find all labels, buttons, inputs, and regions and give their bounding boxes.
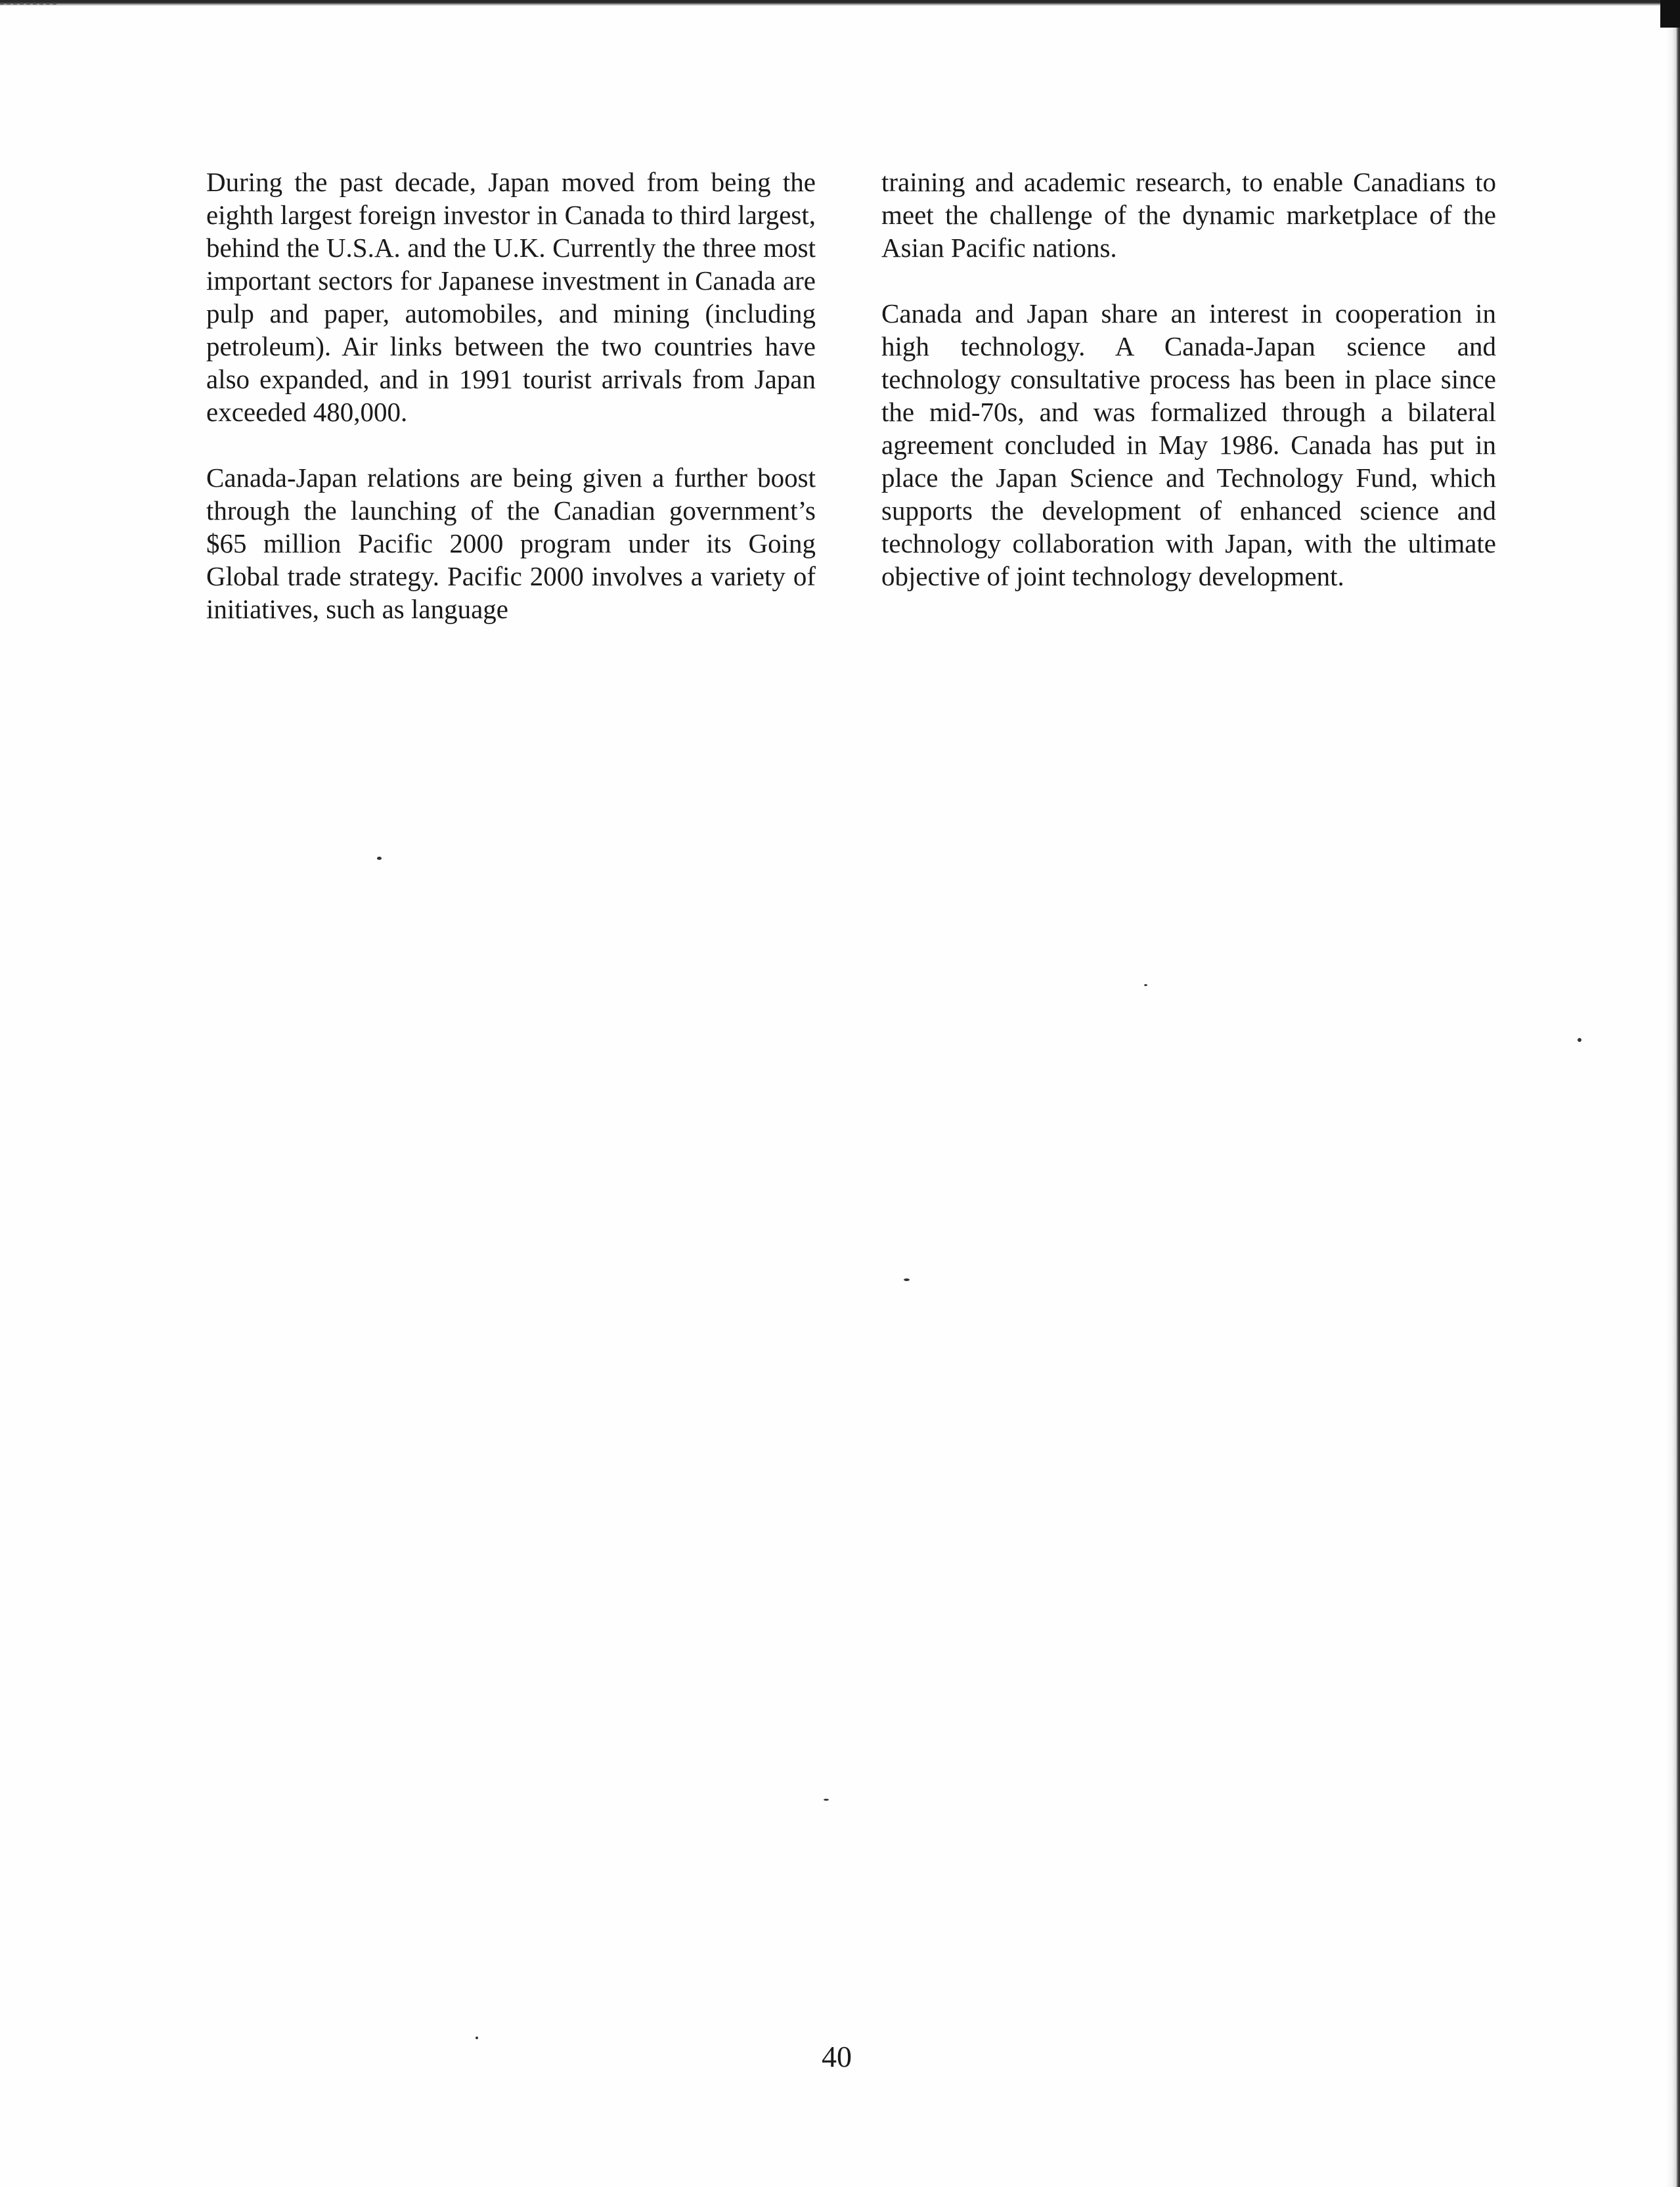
scan-right-edge [1666, 0, 1680, 2187]
scan-speck [1578, 1038, 1581, 1042]
paragraph-japan-investment: During the past decade, Japan moved from being the eighth largest foreign investor in Canada to third largest, behind the U.S.A. and the U.K. Currently the three most important sectors for Japanese investment in Canada are pulp and paper, automobiles, and mining (including petroleum). Air links between the two countries have also expanded, and in 1991 tourist arrivals from Japan exceeded 480,000. [206, 167, 816, 427]
left-column [206, 166, 816, 658]
scan-top-edge [0, 0, 1668, 6]
scan-speck [377, 857, 382, 860]
right-column [881, 166, 1496, 625]
scan-corner-shadow [1660, 0, 1680, 28]
scan-speck [475, 2037, 478, 2039]
paragraph-high-technology: Canada and Japan share an interest in cooperation in high technology. A Canada-Japan science and technology consultative process has been in place since the mid-70s, and was formalized through a bilateral agreement concluded in May 1986. Canada has put in place the Japan Science and Technology Fund, which supports the development of enhanced science and technology collaboration with Japan, with the ultimate objective of joint technology development. [881, 298, 1496, 591]
scan-speck [824, 1799, 829, 1801]
scan-speck [1144, 984, 1147, 986]
paragraph-pacific-2000-continued: training and academic research, to enable Canadians to meet the challenge of the dynamic marketplace of the Asian Pacific nations. [881, 167, 1496, 263]
page-number: 40 [822, 2040, 852, 2073]
scan-speck [904, 1278, 910, 1281]
paragraph-pacific-2000: Canada-Japan relations are being given a further boost through the launching of the Canadian government’s $65 million Pacific 2000 program under its Going Global trade strategy. Pacific 2000 involves a variety of initiatives, such as language [206, 462, 816, 624]
scan-top-edge-dash [0, 3, 59, 5]
